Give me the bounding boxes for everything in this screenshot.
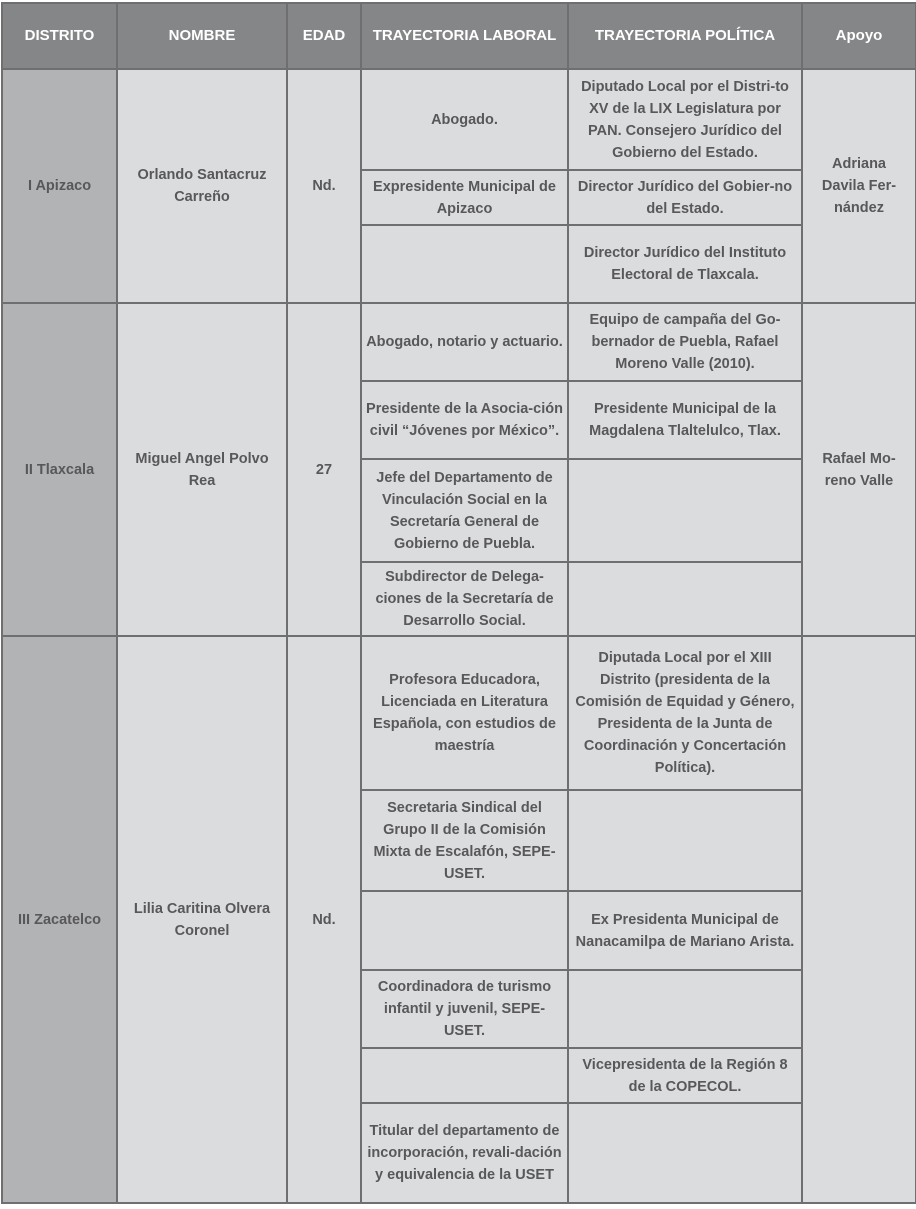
politica-cell	[568, 790, 802, 891]
politica-cell: Presidente Municipal de la Magdalena Tlaltelulco, Tlax.	[568, 381, 802, 459]
laboral-cell: Secretaria Sindical del Grupo II de la Comisión Mixta de Escalafón, SEPE-USET.	[361, 790, 568, 891]
header-distrito: DISTRITO	[2, 3, 117, 69]
distrito-cell: I Apizaco	[2, 69, 117, 303]
politica-cell: Ex Presidenta Municipal de Nanacamilpa de Mariano Arista.	[568, 891, 802, 970]
header-trayectoria-laboral: TRAYECTORIA LABORAL	[361, 3, 568, 69]
apoyo-cell	[802, 636, 916, 1203]
laboral-cell: Titular del departamento de incorporación, revali-dación y equivalencia de la USET	[361, 1103, 568, 1203]
header-row	[2, 3, 916, 69]
politica-cell: Director Jurídico del Instituto Electoral de Tlaxcala.	[568, 225, 802, 303]
laboral-cell: Coordinadora de turismo infantil y juvenil, SEPE-USET.	[361, 970, 568, 1048]
laboral-cell: Jefe del Departamento de Vinculación Social en la Secretaría General de Gobierno de Puebla.	[361, 459, 568, 562]
header-apoyo: Apoyo	[802, 3, 916, 69]
table-row	[2, 636, 916, 790]
distrito-cell: II Tlaxcala	[2, 303, 117, 636]
apoyo-cell: Rafael Mo-reno Valle	[802, 303, 916, 636]
distrito-cell: III Zacatelco	[2, 636, 117, 1203]
laboral-cell: Profesora Educadora, Licenciada en Literatura Española, con estudios de maestría	[361, 636, 568, 790]
politica-cell: Vicepresidenta de la Región 8 de la COPECOL.	[568, 1048, 802, 1103]
laboral-cell: Presidente de la Asocia-ción civil “Jóvenes por México”.	[361, 381, 568, 459]
edad-cell: Nd.	[287, 69, 361, 303]
edad-cell: Nd.	[287, 636, 361, 1203]
politica-cell: Diputado Local por el Distri-to XV de la LIX Legislatura por PAN. Consejero Jurídico del Gobierno del Estado.	[568, 69, 802, 170]
apoyo-cell: Adriana Davila Fer-nández	[802, 69, 916, 303]
politica-cell: Equipo de campaña del Go-bernador de Puebla, Rafael Moreno Valle (2010).	[568, 303, 802, 381]
header-nombre: NOMBRE	[117, 3, 287, 69]
table-row	[2, 303, 916, 381]
laboral-cell: Expresidente Municipal de Apizaco	[361, 170, 568, 225]
laboral-cell: Subdirector de Delega-ciones de la Secretaría de Desarrollo Social.	[361, 562, 568, 636]
politica-cell: Director Jurídico del Gobier-no del Estado.	[568, 170, 802, 225]
header-edad: EDAD	[287, 3, 361, 69]
laboral-cell	[361, 891, 568, 970]
politica-cell: Diputada Local por el XIII Distrito (presidenta de la Comisión de Equidad y Género, Presidenta de la Junta de Coordinación y Concertación Política).	[568, 636, 802, 790]
nombre-cell: Lilia Caritina Olvera Coronel	[117, 636, 287, 1203]
edad-cell: 27	[287, 303, 361, 636]
politica-cell	[568, 459, 802, 562]
politica-cell	[568, 970, 802, 1048]
laboral-cell: Abogado, notario y actuario.	[361, 303, 568, 381]
candidates-table	[1, 2, 916, 1204]
politica-cell	[568, 562, 802, 636]
politica-cell	[568, 1103, 802, 1203]
laboral-cell: Abogado.	[361, 69, 568, 170]
header-trayectoria-politica: TRAYECTORIA POLÍTICA	[568, 3, 802, 69]
table-row	[2, 69, 916, 170]
nombre-cell: Orlando Santacruz Carreño	[117, 69, 287, 303]
nombre-cell: Miguel Angel Polvo Rea	[117, 303, 287, 636]
laboral-cell	[361, 1048, 568, 1103]
laboral-cell	[361, 225, 568, 303]
